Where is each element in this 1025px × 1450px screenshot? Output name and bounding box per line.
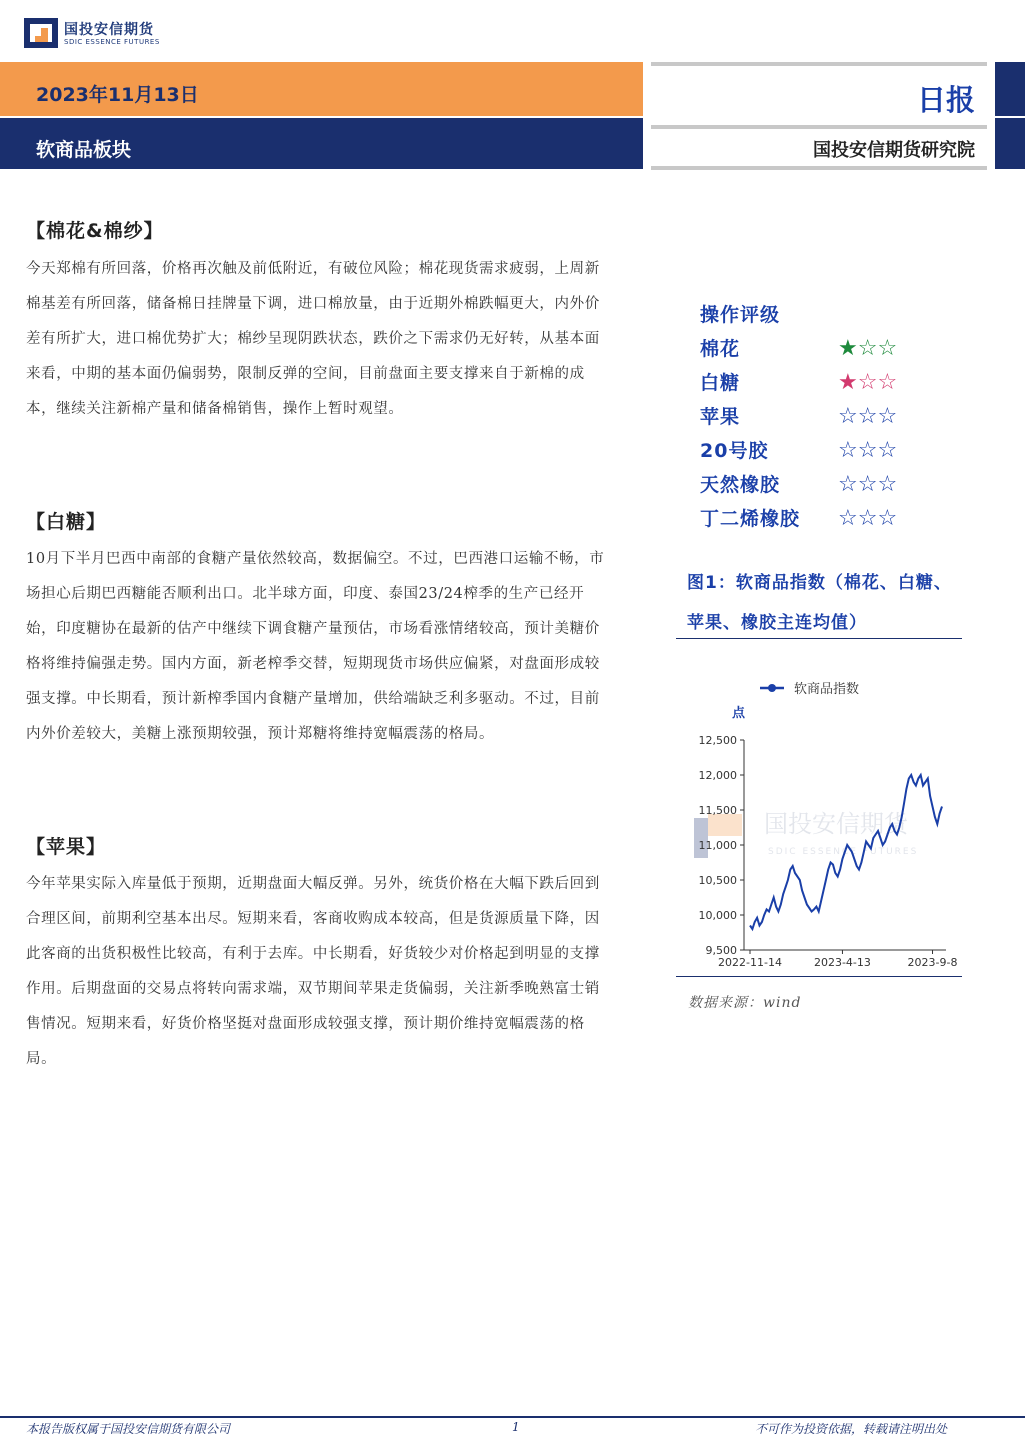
watermark-text-en: SDIC ESSENCE FUTURES bbox=[768, 847, 919, 857]
legend-marker bbox=[768, 684, 776, 692]
research-institute: 国投安信期货研究院 bbox=[813, 140, 975, 161]
report-type: 日报 bbox=[916, 83, 975, 117]
star-rating-icon: ☆☆☆ bbox=[838, 472, 898, 497]
y-tick-label: 10,500 bbox=[698, 874, 737, 887]
rating-row bbox=[700, 400, 930, 434]
y-tick-label: 11,000 bbox=[698, 839, 737, 852]
watermark-logo-icon bbox=[694, 818, 708, 858]
rating-commodity: 20号胶 bbox=[700, 440, 769, 462]
company-logo-icon bbox=[24, 18, 58, 48]
rating-commodity: 天然橡胶 bbox=[700, 474, 781, 496]
report-sector: 软商品板块 bbox=[36, 139, 132, 161]
rating-commodity: 丁二烯橡胶 bbox=[700, 508, 801, 530]
y-axis-ticks bbox=[699, 734, 745, 957]
header-divider bbox=[651, 62, 987, 66]
y-tick-label: 9,500 bbox=[705, 944, 737, 957]
header-accent-block bbox=[995, 62, 1025, 116]
star-rating-icon: ☆☆☆ bbox=[838, 438, 898, 463]
footer-divider bbox=[0, 1416, 1025, 1418]
section-title-apple: 【苹果】 bbox=[26, 836, 107, 858]
rating-commodity: 白糖 bbox=[700, 372, 741, 394]
rating-row bbox=[700, 366, 930, 400]
section-title-sugar: 【白糖】 bbox=[26, 511, 107, 533]
footer-disclaimer: 不可作为投资依据，转载请注明出处 bbox=[755, 1422, 948, 1436]
logo-company-name-en: SDIC ESSENCE FUTURES bbox=[64, 38, 160, 46]
star-rating-icon: ☆☆☆ bbox=[838, 404, 898, 429]
y-tick-label: 11,500 bbox=[698, 804, 737, 817]
y-axis-unit: 点 bbox=[732, 706, 746, 721]
section-body-apple: 今年苹果实际入库量低于预期，近期盘面大幅反弹。另外，统货价格在大幅下跌后回到合理区间，前期利空基本出尽。短期来看，客商收购成本较高，但是货源质量下降，因此客商的出货积极性比较高，有利于去库。中长期看，好货较少对价格起到明显的支撑作用。后期盘面的交易点将转向需求端，双节期间苹果走货偏弱，关注新季晚熟富士销售情况。短期来看，好货价格坚挺对盘面形成较强支撑，预计期价维持宽幅震荡的格局。 bbox=[26, 876, 600, 1067]
legend-label: 软商品指数 bbox=[794, 682, 860, 697]
x-tick-label: 2023-4-13 bbox=[813, 956, 871, 969]
section-body-cotton: 今天郑棉有所回落，价格再次触及前低附近，有破位风险；棉花现货需求疲弱，上周新棉基差有所回落，储备棉日挂牌量下调，进口棉放量，由于近期外棉跌幅更大，内外价差有所扩大，进口棉优势扩大；棉纱呈现阴跌状态，跌价之下需求仍无好转，从基本面来看，中期的基本面仍偏弱势，限制反弹的空间，目前盘面主要支撑来自于新棉的成本，继续关注新棉产量和储备棉销售，操作上暂时观望。 bbox=[26, 261, 600, 417]
data-source: 数据来源：wind bbox=[688, 995, 802, 1011]
section-title-cotton: 【棉花&棉纱】 bbox=[26, 220, 164, 242]
header-divider bbox=[651, 125, 987, 129]
x-axis-ticks bbox=[718, 950, 957, 969]
figure-caption: 图1：软商品指数（棉花、白糖、苹果、橡胶主连均值） bbox=[687, 573, 952, 633]
page-number: 1 bbox=[512, 1420, 520, 1434]
x-tick-label: 2022-11-14 bbox=[718, 956, 782, 969]
y-tick-label: 10,000 bbox=[698, 909, 737, 922]
star-rating-icon: ★☆☆ bbox=[838, 336, 898, 361]
rating-title: 操作评级 bbox=[700, 304, 781, 326]
soft-commodity-index-chart bbox=[676, 668, 962, 974]
report-date: 2023年11月13日 bbox=[36, 84, 199, 106]
header-accent-block bbox=[995, 118, 1025, 169]
x-tick-label: 2023-9-8 bbox=[907, 956, 958, 969]
rating-row bbox=[700, 434, 930, 468]
star-rating-icon: ★☆☆ bbox=[838, 370, 898, 395]
rating-row bbox=[700, 502, 930, 536]
rating-commodity: 苹果 bbox=[700, 406, 741, 428]
chart-legend bbox=[760, 681, 859, 697]
logo-company-name: 国投安信期货 bbox=[64, 22, 154, 38]
figure-divider bbox=[676, 638, 962, 639]
footer-copyright: 本报告版权属于国投安信期货有限公司 bbox=[26, 1422, 231, 1436]
y-tick-label: 12,500 bbox=[698, 734, 737, 747]
watermark-logo-icon bbox=[708, 814, 742, 836]
y-tick-label: 12,000 bbox=[698, 769, 737, 782]
rating-row bbox=[700, 468, 930, 502]
watermark-text: 国投安信期货 bbox=[764, 810, 908, 838]
star-rating-icon: ☆☆☆ bbox=[838, 506, 898, 531]
figure-divider bbox=[676, 976, 962, 977]
rating-row bbox=[700, 332, 930, 366]
rating-panel bbox=[700, 298, 930, 536]
rating-commodity: 棉花 bbox=[700, 338, 741, 360]
header-divider bbox=[651, 166, 987, 170]
section-body-sugar: 10月下半月巴西中南部的食糖产量依然较高，数据偏空。不过，巴西港口运输不畅，市场担心后期巴西糖能否顺利出口。北半球方面，印度、泰国23/24榨季的生产已经开始，印度糖协在最新的估产中继续下调食糖产量预估，市场看涨情绪较高，预计美糖价格将维持偏强走势。国内方面，新老榨季交替，短期现货市场供应偏紧，对盘面形成较强支撑。中长期看，预计新榨季国内食糖产量增加，供给端缺乏利多驱动。不过，目前内外价差较大，美糖上涨预期较强，预计郑糖将维持宽幅震荡的格局。 bbox=[26, 551, 605, 742]
